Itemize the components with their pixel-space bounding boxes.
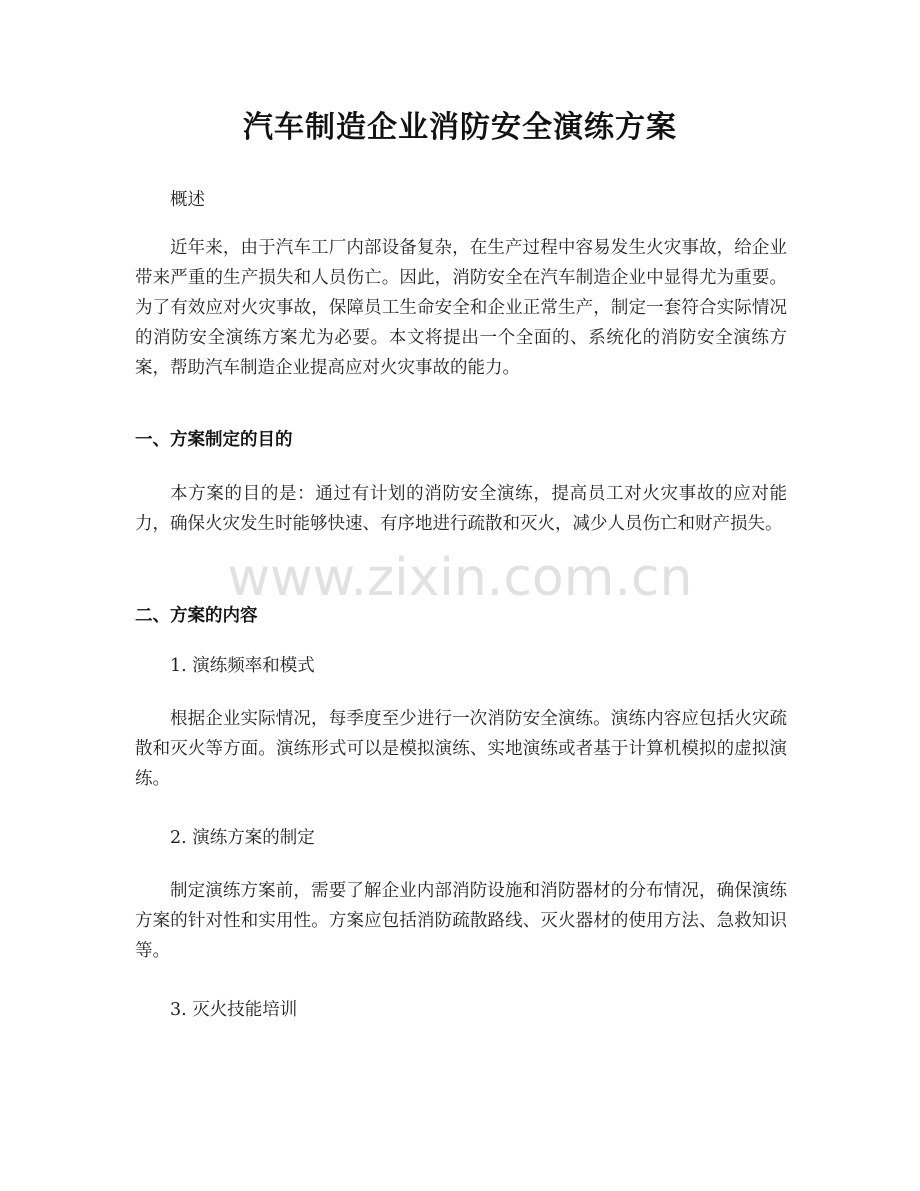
- section-2-heading: 二、方案的内容: [135, 606, 258, 626]
- overview-paragraph: 近年来，由于汽车工厂内部设备复杂，在生产过程中容易发生火灾事故，给企业带来严重的生产损失和人员伤亡。因此，消防安全在汽车制造企业中显得尤为重要。为了有效应对火灾事故，保障员工生命安全和企业正常生产，制定一套符合实际情况的消防安全演练方案尤为必要。本文将提出一个全面的、系统化的消防安全演练方案，帮助汽车制造企业提高应对火灾事故的能力。: [135, 238, 787, 378]
- item-2-title: 2. 演练方案的制定: [170, 828, 315, 848]
- item-1-paragraph: 根据企业实际情况，每季度至少进行一次消防安全演练。演练内容应包括火灾疏散和灭火等方面。演练形式可以是模拟演练、实地演练或者基于计算机模拟的虚拟演练。: [135, 709, 787, 789]
- watermark-text: www.zixin.com.cn: [227, 548, 693, 608]
- section-1-heading: 一、方案制定的目的: [135, 430, 293, 450]
- document-title: 汽车制造企业消防安全演练方案: [243, 110, 677, 145]
- overview-label: 概述: [170, 190, 205, 210]
- item-2-paragraph: 制定演练方案前，需要了解企业内部消防设施和消防器材的分布情况，确保演练方案的针对性和实用性。方案应包括消防疏散路线、灭火器材的使用方法、急救知识等。: [135, 881, 787, 961]
- item-1-title: 1. 演练频率和模式: [170, 656, 315, 676]
- item-3-title: 3. 灭火技能培训: [170, 1000, 298, 1020]
- section-1-paragraph: 本方案的目的是：通过有计划的消防安全演练，提高员工对火灾事故的应对能力，确保火灾发生时能够快速、有序地进行疏散和灭火，减少人员伤亡和财产损失。: [135, 484, 787, 534]
